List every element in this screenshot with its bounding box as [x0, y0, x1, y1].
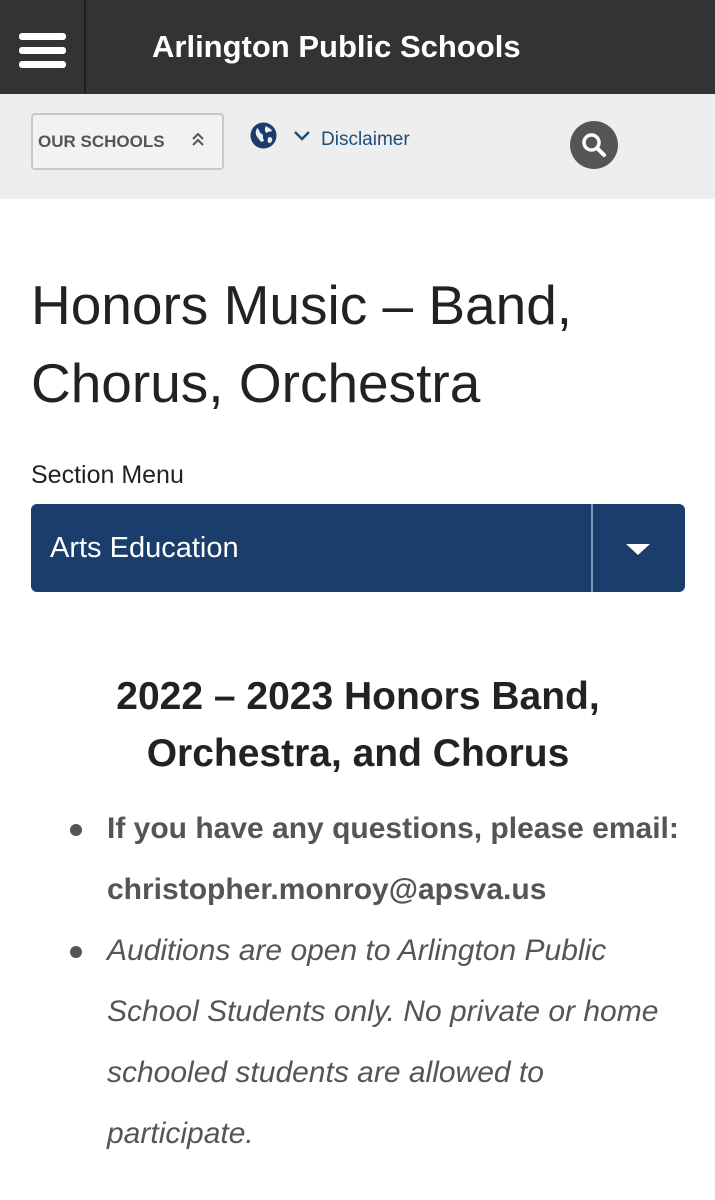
bullet-icon: [70, 824, 82, 836]
disclaimer-link[interactable]: Disclaimer: [321, 129, 410, 150]
section-menu-select[interactable]: [31, 504, 685, 592]
search-button[interactable]: [570, 121, 618, 169]
double-chevron-up-icon: [188, 130, 208, 150]
page-title: Honors Music – Band, Chorus, Orchestra: [31, 274, 573, 414]
section-heading: 2022 – 2023 Honors Band, Orchestra, and Chorus: [116, 675, 600, 775]
caret-down-icon: [626, 544, 650, 555]
globe-icon[interactable]: [250, 122, 277, 149]
list-item: [0, 920, 715, 1164]
list-item: [0, 798, 715, 920]
info-list: [0, 798, 715, 1164]
our-schools-button[interactable]: [31, 113, 224, 170]
section-menu-value: Arts Education: [50, 532, 239, 564]
menu-bar: [19, 33, 66, 40]
list-item-text: If you have any questions, please email: christopher.monroy@apsva.us: [107, 812, 679, 906]
site-header: [0, 0, 715, 94]
site-title[interactable]: Arlington Public Schools: [152, 29, 521, 64]
list-item-text: Auditions are open to Arlington Public School Students only. No private or home schooled students are allowed to participate.: [107, 934, 659, 1150]
bullet-icon: [70, 946, 82, 958]
our-schools-label: OUR SCHOOLS: [38, 132, 165, 151]
search-icon: [581, 132, 607, 158]
section-menu-label: Section Menu: [31, 461, 184, 489]
hamburger-menu-icon[interactable]: [0, 0, 86, 94]
menu-bar: [19, 47, 66, 54]
chevron-down-icon[interactable]: [293, 130, 311, 142]
menu-bar: [19, 61, 66, 68]
select-divider: [591, 504, 593, 592]
